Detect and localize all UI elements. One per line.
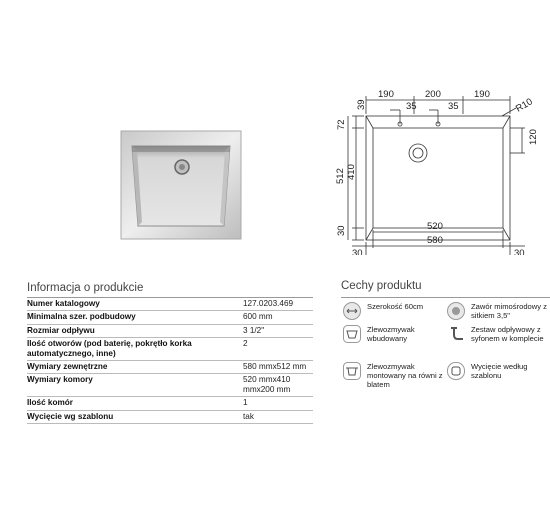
info-value: 600 mm [243, 312, 273, 322]
dim-left-39: 39 [356, 99, 367, 110]
product-info-table [27, 297, 313, 424]
feature-text: Zestaw odpływowy z syfonem w komplecie [471, 325, 544, 343]
feature-text: Szerokość 60cm [367, 302, 424, 311]
info-label: Wycięcie wg szablonu [27, 411, 114, 421]
dim-hole-left: 35 [406, 101, 417, 112]
feature-text: Zawór mimośrodowy z sitkiem 3,5" [471, 302, 547, 320]
dim-radius: R10 [514, 96, 535, 115]
sink-product-photo [120, 130, 242, 240]
drain-kit-icon [447, 325, 465, 343]
feature-text: Zlewozmywak montowany na równi z blatem [367, 362, 443, 389]
info-label: Minimalna szer. podbudowy [27, 312, 136, 322]
info-value: 580 mmx512 mm [243, 362, 307, 372]
info-row [27, 397, 313, 410]
info-row [27, 361, 313, 374]
info-label: Wymiary komory [27, 375, 93, 385]
feature-text: Wycięcie według szablonu [471, 362, 528, 380]
info-label: Rozmiar odpływu [27, 325, 95, 335]
feature-item [343, 325, 447, 343]
info-label: Wymiary zewnętrzne [27, 362, 108, 372]
sink-technical-drawing [330, 80, 550, 255]
dim-hole-right: 35 [448, 101, 459, 112]
product-info-title: Informacja o produkcie [27, 282, 144, 294]
dim-inner-width: 520 [427, 221, 443, 232]
feature-item [447, 302, 550, 320]
dim-top-3: 190 [474, 89, 490, 100]
info-value: 520 mmx410 mmx200 mm [243, 375, 291, 394]
dim-left-410: 410 [346, 164, 357, 180]
template-cutout-icon [447, 362, 465, 380]
info-row [27, 338, 313, 361]
dim-left-512: 512 [335, 168, 346, 184]
info-value: 3 1/2" [243, 325, 265, 335]
info-label: Ilość otworów (pod baterię, pokrętło korka automatycznego, inne) [27, 339, 192, 358]
info-row [27, 325, 313, 338]
product-features [341, 297, 550, 389]
ruler-width-icon [343, 302, 361, 320]
feature-item [343, 302, 447, 320]
info-value: 1 [243, 398, 248, 408]
feature-item [343, 362, 447, 389]
info-row [27, 297, 313, 311]
info-row [27, 411, 313, 424]
info-row [27, 311, 313, 324]
flush-mount-sink-icon [343, 362, 361, 380]
info-value: 2 [243, 339, 248, 349]
feature-item [447, 325, 550, 343]
dim-left-30: 30 [336, 225, 347, 236]
feature-text: Zlewozmywak wbudowany [367, 325, 415, 343]
info-value: 127.0203.469 [243, 299, 294, 308]
dim-outer-width: 580 [427, 235, 443, 246]
undermount-sink-icon [343, 325, 361, 343]
info-label: Ilość komór [27, 398, 73, 408]
dim-right: 120 [528, 129, 539, 145]
strainer-icon [447, 302, 465, 320]
feature-item [447, 362, 550, 380]
info-label: Numer katalogowy [27, 299, 100, 308]
info-value: tak [243, 411, 254, 421]
info-row [27, 374, 313, 397]
product-features-title: Cechy produktu [341, 280, 422, 292]
dim-top-2: 200 [425, 89, 441, 100]
dim-side-right: 30 [514, 248, 525, 255]
dim-top-1: 190 [378, 89, 394, 100]
dim-left-72: 72 [336, 119, 347, 130]
dim-side-left: 30 [352, 248, 363, 255]
